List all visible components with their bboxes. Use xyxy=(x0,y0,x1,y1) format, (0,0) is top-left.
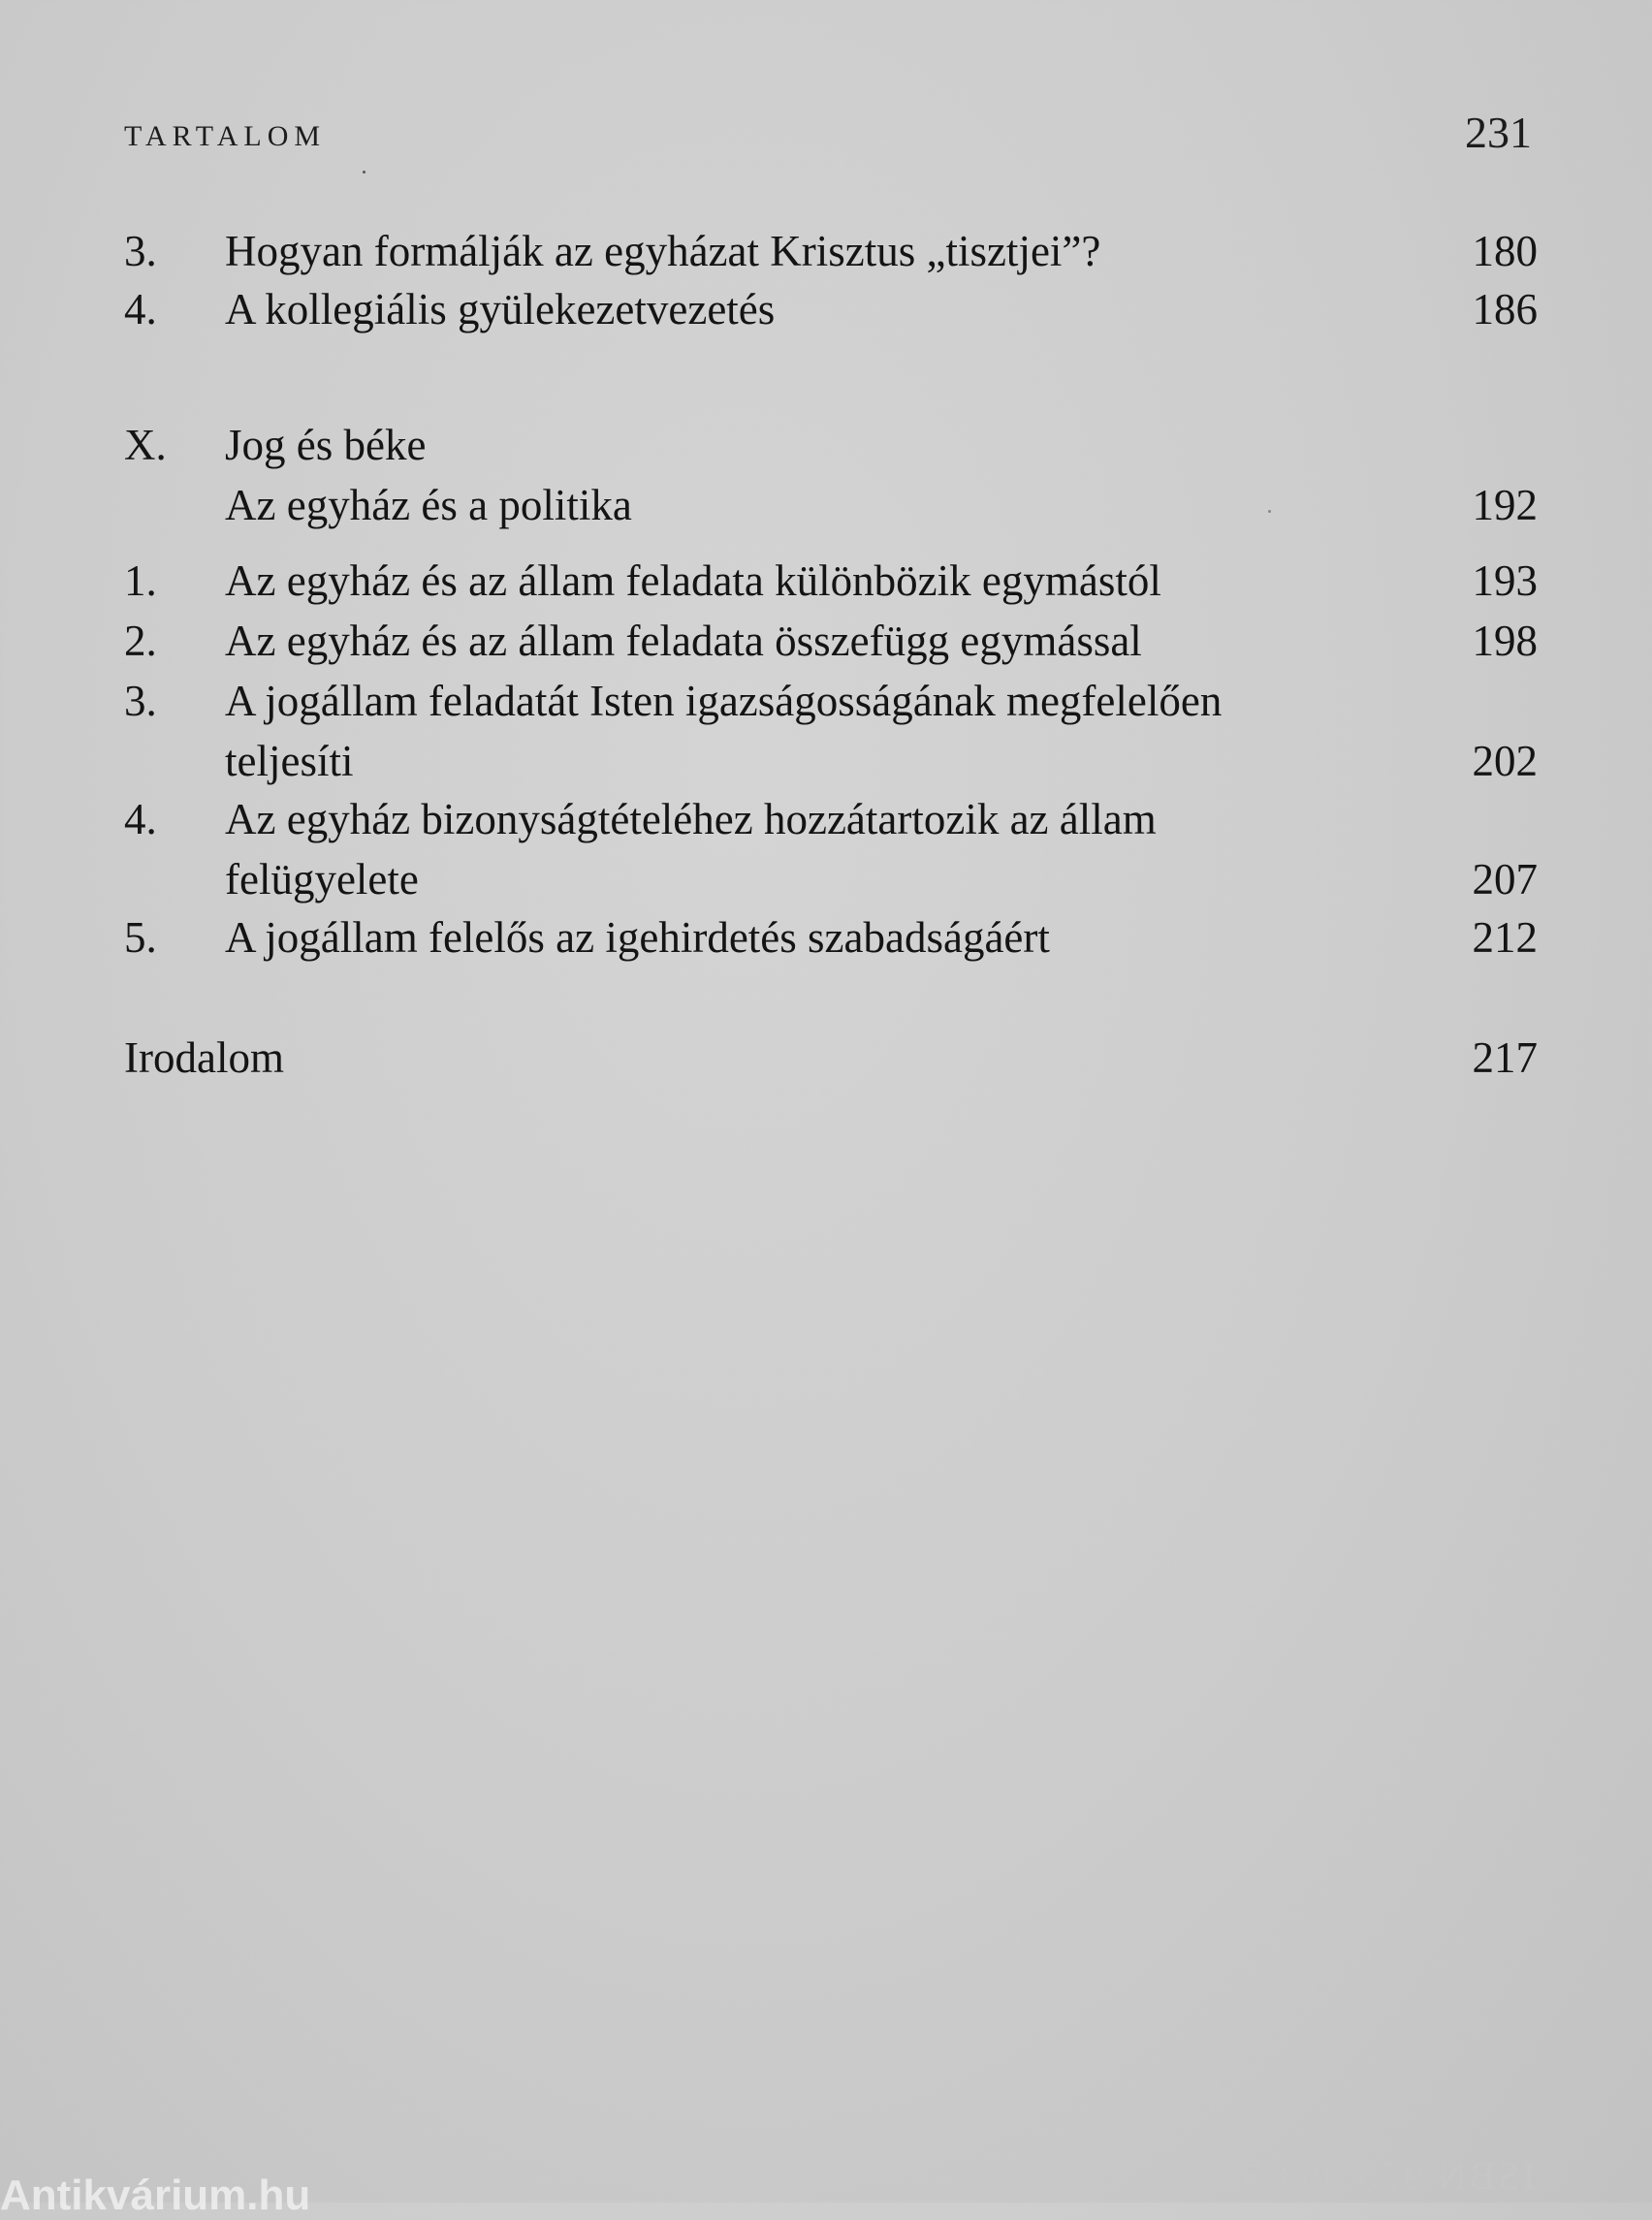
toc-entry-title-line: Az egyház bizonyságtételéhez hozzátartozik az állam xyxy=(225,795,1157,843)
toc-bibliography xyxy=(124,1028,1538,1088)
toc-entry-page: 207 xyxy=(1472,855,1538,904)
toc-entry-title-line: Az egyház és az állam feladata különbözik egymástól xyxy=(225,556,1161,605)
toc-entry-title xyxy=(225,907,1392,967)
toc-entry-page: 186 xyxy=(1472,285,1538,333)
toc-entry-page: 212 xyxy=(1472,913,1538,962)
toc-entry-page: 202 xyxy=(1472,737,1538,785)
toc-entry-title-line: teljesíti xyxy=(225,737,354,785)
dust-speck xyxy=(363,171,365,174)
toc-entry-title-line: Hogyan formálják az egyházat Krisztus „tisztjei”? xyxy=(225,227,1101,275)
toc-entry-title xyxy=(225,611,1392,671)
toc-entry xyxy=(124,279,1538,339)
isbn-bleed-through: ISBN 978 963 558 118 4 xyxy=(1084,2154,1536,2198)
running-header-title: TARTALOM xyxy=(124,120,327,152)
toc-entry xyxy=(124,221,1538,281)
toc-entry-title-line: A kollegiális gyülekezetvezetés xyxy=(225,285,776,333)
toc-entry-number: 3. xyxy=(124,227,157,275)
site-watermark: Antikvárium.hu xyxy=(0,2172,311,2219)
toc-entry-number: 2. xyxy=(124,617,157,665)
toc-chapter xyxy=(124,415,1538,535)
toc-entry-page: 198 xyxy=(1472,617,1538,665)
toc-entry-title xyxy=(225,551,1392,611)
toc-bibliography-page: 217 xyxy=(1472,1033,1538,1082)
toc-bibliography-title-line: Irodalom xyxy=(124,1033,284,1082)
toc-entry-page: 193 xyxy=(1472,556,1538,605)
toc-entry-number: 4. xyxy=(124,795,157,843)
toc-entry xyxy=(124,789,1538,909)
toc-chapter-title-line: Jog és béke xyxy=(225,421,427,469)
toc-entry-number: 3. xyxy=(124,677,157,725)
toc-entry-title-line: felügyelete xyxy=(225,855,419,904)
toc-entry-number: 4. xyxy=(124,285,157,333)
toc-entry xyxy=(124,671,1538,791)
toc-entry xyxy=(124,551,1538,611)
running-header-page-number: 231 xyxy=(1465,108,1532,157)
toc-chapter-subtitle-line: Az egyház és a politika xyxy=(225,481,632,529)
toc-chapter-title xyxy=(225,415,1392,535)
toc-entry-page: 180 xyxy=(1472,227,1538,275)
toc-entry-title xyxy=(225,279,1392,339)
toc-entry-title-line: A jogállam felelős az igehirdetés szabadságáért xyxy=(225,913,1050,962)
toc-chapter-number: X. xyxy=(124,421,167,469)
toc-entry-title xyxy=(225,221,1392,281)
toc-entry-number: 5. xyxy=(124,913,157,962)
toc-entry xyxy=(124,907,1538,967)
toc-entry-number: 1. xyxy=(124,556,157,605)
toc-entry xyxy=(124,611,1538,671)
toc-bibliography-title xyxy=(124,1028,1538,1088)
toc-entry-title xyxy=(225,789,1392,909)
toc-entry-title xyxy=(225,671,1392,791)
toc-entry-title-line: A jogállam feladatát Isten igazságosságának megfelelően xyxy=(225,677,1223,725)
toc-chapter-page: 192 xyxy=(1472,481,1538,529)
toc-entry-title-line: Az egyház és az állam feladata összefügg egymással xyxy=(225,617,1142,665)
